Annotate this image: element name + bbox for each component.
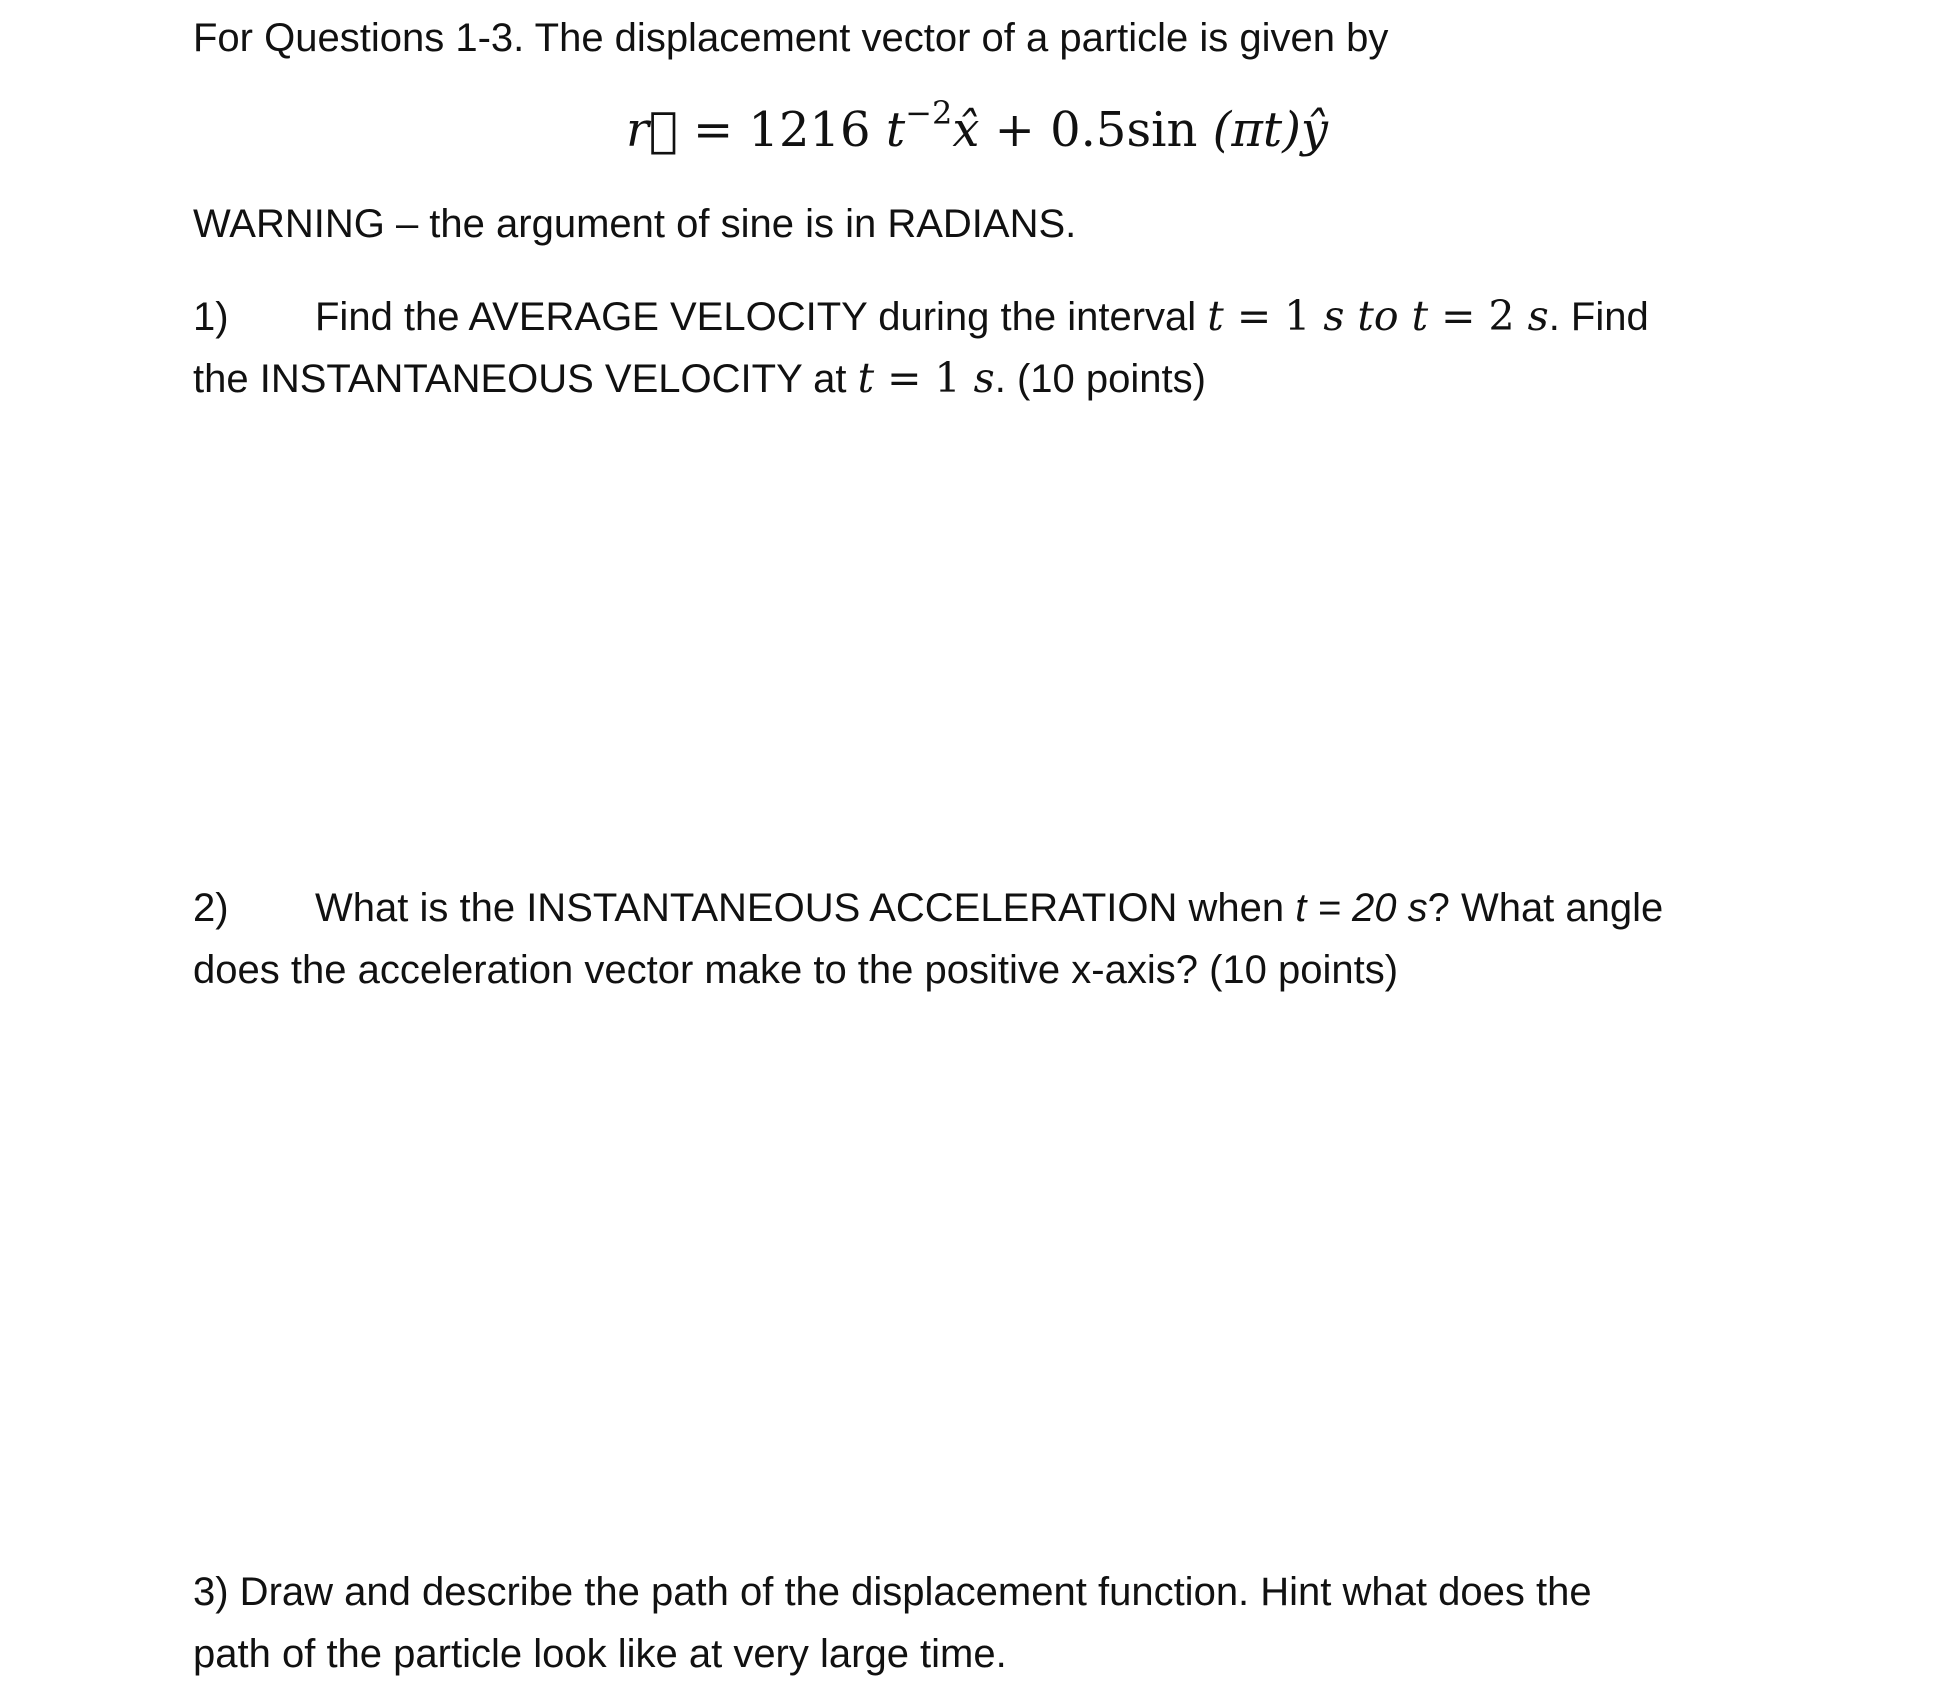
question-1-math-a: t xyxy=(1207,292,1224,340)
question-1-number: 1) xyxy=(193,295,229,339)
question-1-math-c: t xyxy=(857,354,875,402)
equation-arg: (πt) xyxy=(1212,102,1301,158)
equation-var-t: t xyxy=(885,102,906,158)
equation-yhat: ŷ xyxy=(1300,102,1329,158)
question-1-line-2 xyxy=(193,354,1206,403)
question-1-eq-a: = 1 xyxy=(1223,292,1324,340)
question-1-unit-a: s xyxy=(1323,292,1345,340)
question-1-eq-b: = 2 xyxy=(1428,292,1528,340)
question-1-to: to xyxy=(1344,292,1412,340)
question-1-line-1 xyxy=(193,292,1649,341)
question-1-unit-b: s xyxy=(1527,292,1549,340)
question-1-text-a: Find the AVERAGE VELOCITY during the interval xyxy=(315,295,1208,339)
intro-text: For Questions 1-3. The displacement vector of a particle is given by xyxy=(193,16,1389,60)
equation-plus: + xyxy=(979,102,1051,158)
equation-coef2: 0.5sin xyxy=(1050,102,1213,158)
question-2-text-a: What is the INSTANTANEOUS ACCELERATION when xyxy=(315,886,1296,930)
equation-lhs: r⃗ xyxy=(625,102,678,158)
equation-xhat: x̂ xyxy=(952,102,980,158)
warning-text: WARNING – the argument of sine is in RADIANS. xyxy=(193,202,1077,246)
question-3-line-1: 3) Draw and describe the path of the displacement function. Hint what does the xyxy=(193,1570,1592,1614)
equation-equals: = xyxy=(677,102,749,158)
question-1-text-b: . Find xyxy=(1548,295,1649,339)
question-1-math-b: t xyxy=(1411,292,1429,340)
question-2-var: t = 20 s xyxy=(1295,886,1428,930)
question-2-line-2: does the acceleration vector make to the positive x-axis? (10 points) xyxy=(193,948,1399,992)
displacement-equation xyxy=(0,94,1954,161)
question-1-line2-text: the INSTANTANEOUS VELOCITY at xyxy=(193,357,858,401)
question-3-line-2: path of the particle look like at very large time. xyxy=(193,1632,1007,1676)
question-1-unit-c: s xyxy=(973,354,995,402)
question-2-number: 2) xyxy=(193,886,229,930)
equation-exponent: −2 xyxy=(905,94,953,132)
equation-coef1: 1216 xyxy=(748,102,886,158)
question-2-line-1 xyxy=(193,884,1663,932)
question-2-text-b: ? What angle xyxy=(1427,886,1664,930)
question-1-eq-c: = 1 xyxy=(874,354,974,402)
question-1-line2-end: . (10 points) xyxy=(994,357,1206,401)
